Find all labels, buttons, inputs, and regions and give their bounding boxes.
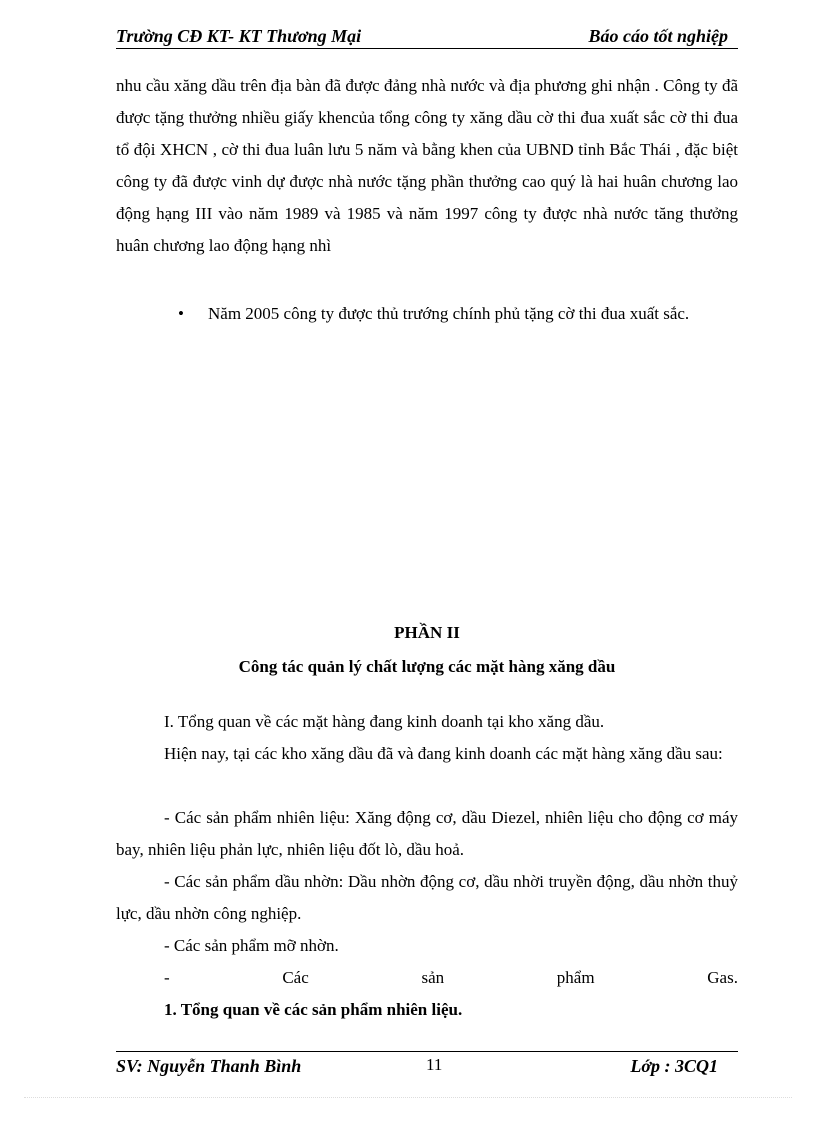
section-subtitle: Công tác quản lý chất lượng các mặt hàng xăng dầu bbox=[238, 657, 616, 676]
paragraph-products-intro: Hiện nay, tại các kho xăng dầu đã và đang kinh doanh các mặt hàng xăng dầu sau: bbox=[164, 744, 723, 763]
gas-word: sản bbox=[421, 968, 445, 987]
page-header bbox=[116, 24, 738, 49]
footer-student-name: SV: Nguyễn Thanh Bình bbox=[116, 1056, 302, 1076]
paragraph-gas-products bbox=[116, 962, 738, 994]
page-footer bbox=[116, 1051, 738, 1080]
subheading-fuel-overview: 1. Tổng quan về các sản phẩm nhiên liệu. bbox=[164, 1000, 463, 1019]
paragraph-lubricant-products: - Các sản phẩm dầu nhờn: Dầu nhờn động cơ, dầu nhời truyền động, dầu nhờn thuỷ lực, dầu nhờn công nghiệp. bbox=[116, 872, 738, 923]
footer-page-number: 11 bbox=[426, 1055, 443, 1074]
gas-word: - bbox=[164, 968, 170, 987]
page-edge-divider bbox=[24, 1097, 792, 1098]
paragraph-awards: nhu cầu xăng dầu trên địa bàn đã được đảng nhà nước và địa phương ghi nhận . Công ty đã được tặng thưởng nhiều giấy khencủa tổng công ty xăng dầu cờ thi đua xuất sắc cờ thi đua tổ đội XHCN , cờ thi đua luân lưu 5 năm và bằng khen của UBND tỉnh Bắc Thái , đặc biệt công ty đã được vinh dự được nhà nước tặng phần thưởng cao quý là hai huân chương lao động hạng III vào năm 1989 và 1985 và năm 1997 công ty được nhà nước tăng thưởng huân chương lao động hạng nhì bbox=[116, 76, 738, 255]
gas-word: Gas. bbox=[707, 968, 738, 987]
section-title: PHẦN II bbox=[394, 623, 460, 642]
paragraph-grease-products: - Các sản phẩm mỡ nhờn. bbox=[164, 936, 339, 955]
bullet-icon: • bbox=[178, 304, 184, 323]
header-report-title: Báo cáo tốt nghiệp bbox=[588, 26, 728, 46]
footer-class: Lớp : 3CQ1 bbox=[630, 1056, 718, 1076]
subheading-overview: I. Tổng quan về các mặt hàng đang kinh doanh tại kho xăng dầu. bbox=[164, 712, 605, 731]
bullet-text: Năm 2005 công ty được thủ trướng chính phủ tặng cờ thi đua xuất sắc. bbox=[208, 304, 690, 323]
paragraph-fuel-products: - Các sản phẩm nhiên liệu: Xăng động cơ, dầu Diezel, nhiên liệu cho động cơ máy bay, nhiên liệu phản lực, nhiên liệu đốt lò, dầu hoả. bbox=[116, 808, 738, 859]
gas-word: phẩm bbox=[556, 968, 595, 987]
bullet-item bbox=[178, 298, 738, 330]
header-school-name: Trường CĐ KT- KT Thương Mại bbox=[116, 26, 362, 46]
gas-word: Các bbox=[282, 968, 309, 987]
